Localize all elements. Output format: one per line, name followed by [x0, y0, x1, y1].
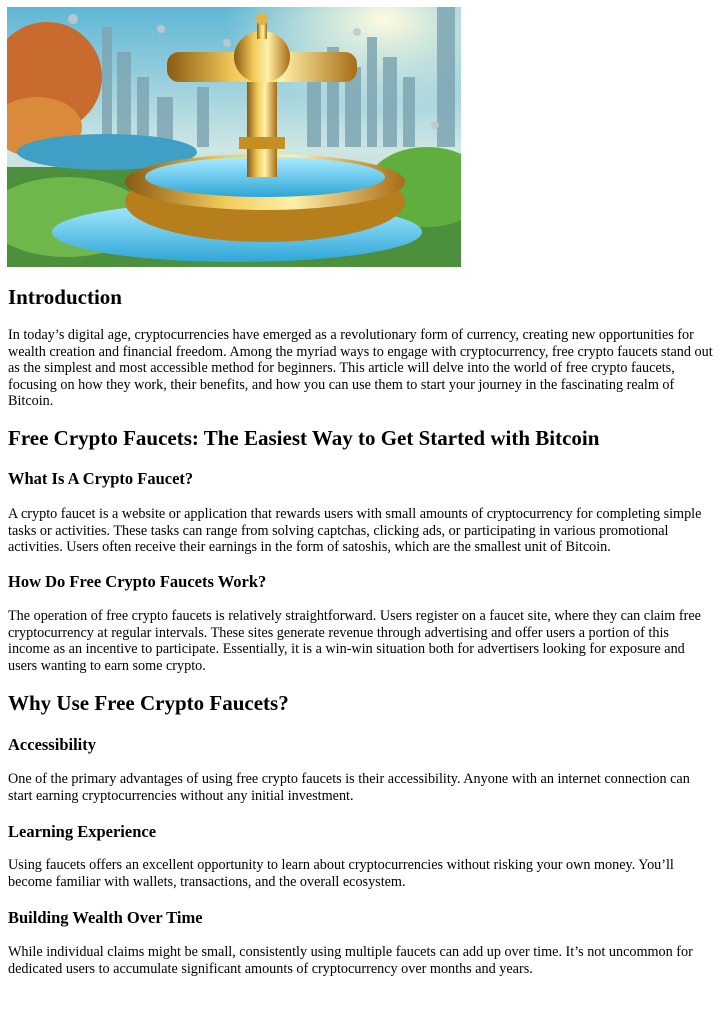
faucet-fountain-illustration — [7, 7, 461, 267]
intro-paragraph: In today’s digital age, cryptocurrencies have emerged as a revolutionary form of currency, creating new opportunities for wealth creation and financial freedom. Among the myriad ways to engage with cryptocurrency, free crypto faucets stand out as the simplest and most accessible method for beginners. This article will delve into the world of free crypto faucets, focusing on how they work, their benefits, and how you can use them to start your journey in the fascinating realm of Bitcoin. — [8, 327, 713, 410]
paragraph-learning-experience: Using faucets offers an excellent opportunity to learn about cryptocurrencies without risking your own money. You’ll become familiar with wallets, transactions, and the overall ecosystem. — [8, 857, 674, 890]
subheading-what-is-crypto-faucet: What Is A Crypto Faucet? — [8, 469, 194, 488]
paragraph-how-faucets-work: The operation of free crypto faucets is relatively straightforward. Users register on a faucet site, where they can claim free cryptocurrency at regular intervals. These sites generate revenue through advertising and offer users a portion of this income as an incentive to participate. Essentially, it is a win-win situation both for advertisers looking for exposure and users wanting to earn some crypto. — [8, 608, 701, 674]
section-heading-why-use-faucets: Why Use Free Crypto Faucets? — [8, 691, 289, 715]
paragraph-what-is-crypto-faucet: A crypto faucet is a website or application that rewards users with small amounts of cryptocurrency for completing simple tasks or activities. These tasks can range from solving captchas, clicking ads, or participating in various promotional activities. Users often receive their earnings in the form of satoshis, which are the smallest unit of Bitcoin. — [8, 506, 702, 556]
section-heading-free-crypto-faucets: Free Crypto Faucets: The Easiest Way to Get Started with Bitcoin — [8, 426, 600, 450]
paragraph-building-wealth: While individual claims might be small, consistently using multiple faucets can add up over time. It’s not uncommon for dedicated users to accumulate significant amounts of cryptocurrency over months and years. — [8, 944, 693, 977]
subheading-accessibility: Accessibility — [8, 735, 96, 754]
hero-image — [7, 7, 461, 267]
subheading-how-faucets-work: How Do Free Crypto Faucets Work? — [8, 572, 267, 591]
paragraph-accessibility: One of the primary advantages of using free crypto faucets is their accessibility. Anyone with an internet connection can start earning cryptocurrencies without any initial investment. — [8, 771, 690, 804]
subheading-learning-experience: Learning Experience — [8, 822, 157, 841]
subheading-building-wealth: Building Wealth Over Time — [8, 908, 203, 927]
intro-heading: Introduction — [8, 285, 122, 309]
